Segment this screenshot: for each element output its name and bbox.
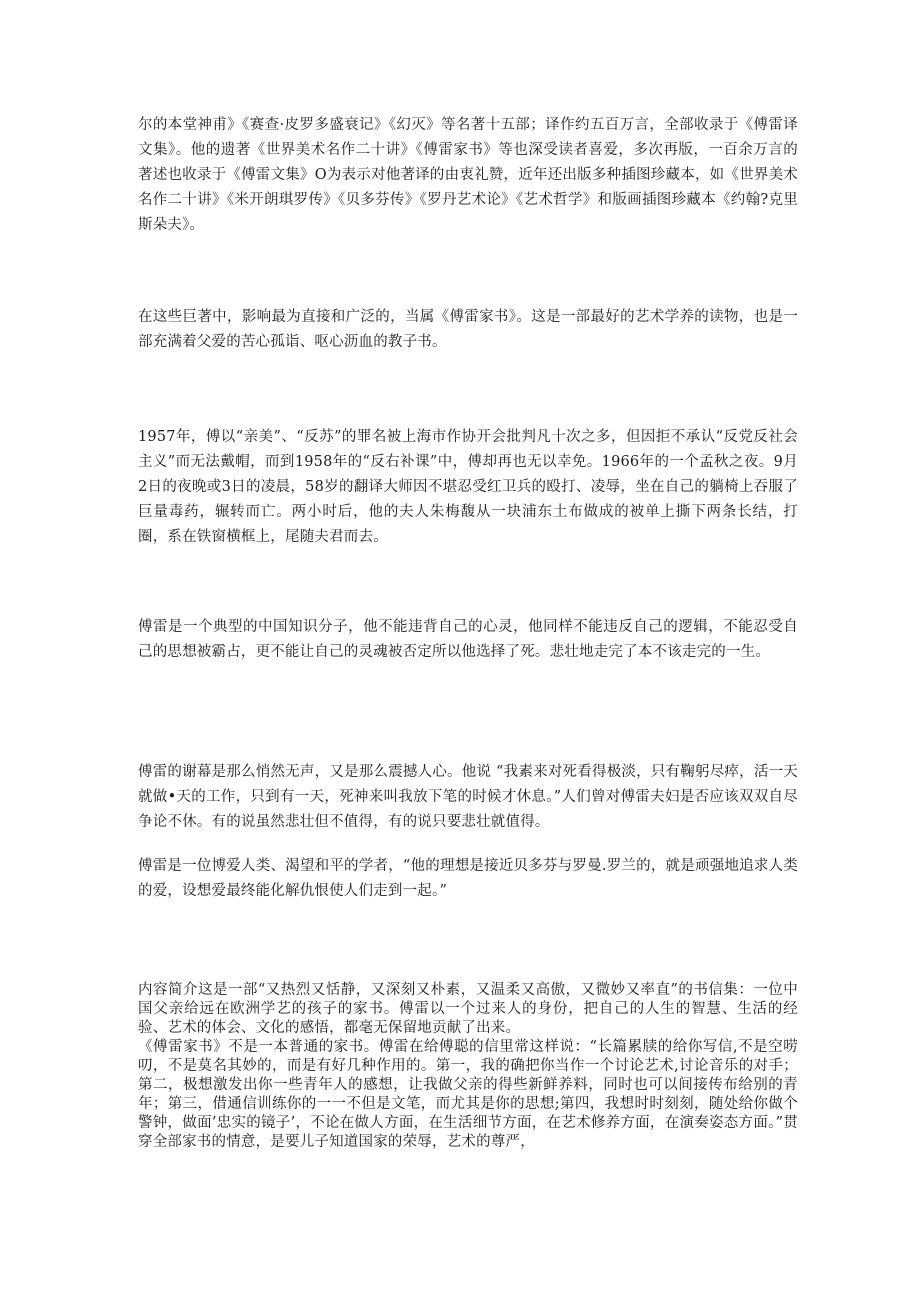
paragraph-family-letters: 在这些巨著中，影响最为直接和广泛的，当属《傅雷家书》。这是一部最好的艺术学养的读物，也是一部充满着父爱的苦心孤诣、呕心沥血的教子书。 — [138, 309, 798, 350]
paragraph-introduction: 内容简介这是一部“又热烈又恬静，又深刻又朴素，又温柔又高傲，又微妙又率直”的书信集：一位中国父亲给远在欧洲学艺的孩子的家书。傅雷以一个过来人的身份，把自己的人生的智慧、生活的经验、艺术的体会、文化的感悟，都毫无保留地贡献了出来。 《傅雷家书》不是一本普通的家书。傅雷在给傅聪的信里常这样说：“长篇累牍的给你写信,不是空唠叨，不是莫名其妙的，而是有好几种作用的。第一，我的确把你当作一个讨论艺术,讨论音乐的对手；第二，极想激发出你一些青年人的感想，让我做父亲的得些新鲜养料，同时也可以间接传布给别的青年；第三，借通信训练你的一一不但是文笔，而尤其是你的思想;第四，我想时时刻刻，随处给你做个警钟，做面’忠实的镜子’，不论在做人方面，在生活细节方面，在艺术修养方面，在演奏姿态方面。”贯穿全部家书的情意，是要儿子知道国家的荣辱，艺术的尊严， — [138, 982, 798, 1150]
paragraph-intellectual: 傅雷是一个典型的中国知识分子，他不能违背自己的心灵，他同样不能违反自己的逻辑，不能忍受自己的思想被霸占，更不能让自己的灵魂被否定所以他选择了死。悲壮地走完了本不该走完的一生。 — [138, 619, 798, 660]
paragraph-1957: 1957年，傅以“亲美”、“反苏”的罪名被上海市作协开会批判凡十次之多，但因拒不承认“反党反社会主义”而无法戴帽，而到1958年的“反右补课”中，傅却再也无以幸免。1966年的一个孟秋之夜。9月2日的夜晚或3日的凌晨，58岁的翻译大师因不堪忍受红卫兵的殴打、凌辱，坐在自己的躺椅上吞服了巨量毒药，辗转而亡。两小时后，他的夫人朱梅馥从一块浦东土布做成的被单上撕下两条长结，打圈，系在铁窗横框上，尾随夫君而去。 — [138, 429, 798, 545]
paragraph-curtain-call: 傅雷的谢幕是那么悄然无声，又是那么震撼人心。他说 “我素来对死看得极淡，只有鞠躬尽瘁，活一天就做•天的工作，只到有一天，死神来叫我放下笔的时候才休息。”人们曾对傅雷夫妇是否应该双双自尽争论不休。有的说虽然悲壮但不值得，有的说只要悲壮就值得。 — [138, 764, 798, 830]
paragraph-scholar: 傅雷是一位博爱人类、渴望和平的学者，“他的理想是接近贝多芬与罗曼.罗兰的，就是顽强地追求人类的爱，设想爱最终能化解仇恨使人们走到一起。” — [138, 858, 798, 899]
paragraph-translations: 尔的本堂神甫》《赛查·皮罗多盛衰记》《幻灭》等名著十五部；译作约五百万言，全部收录于《傅雷译文集》。他的遗著《世界美术名作二十讲》《傅雷家书》等也深受读者喜爱，多次再版，一百余万言的著述也收录于《傅雷文集》O为表示对他著译的由衷礼赞，近年还出版多种插图珍藏本，如《世界美术名作二十讲》《米开朗琪罗传》《贝多芬传》《罗丹艺术论》《艺术哲学》和版画插图珍藏本《约翰?克里斯朵夫》。 — [138, 117, 798, 233]
